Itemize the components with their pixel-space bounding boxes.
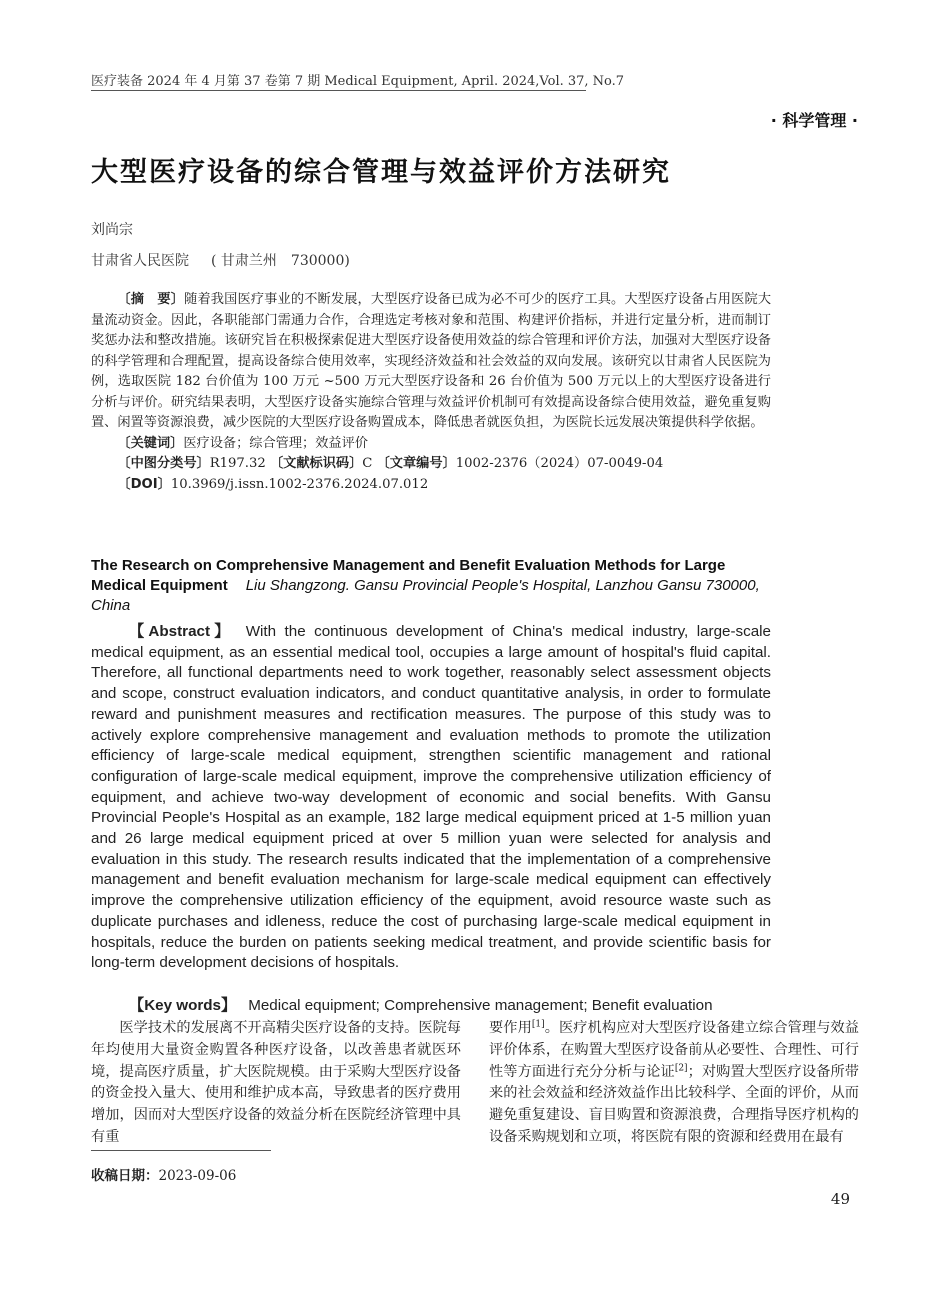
- abstract-cn-label: 〔摘 要〕: [117, 292, 185, 307]
- doc-code-value: C: [362, 456, 373, 471]
- doc-code-label: 〔文献标识码〕: [269, 456, 363, 471]
- affiliation-name-cn: 甘肃省人民医院: [91, 253, 189, 269]
- article-title-cn: 大型医疗设备的综合管理与效益评价方法研究: [91, 157, 671, 188]
- doi-line: [91, 475, 771, 496]
- abstract-en-text: With the continuous development of China's medical industry, large-scale medical equipment, as an essential medical tool, occupies a large amount of hospital's fluid capital. Therefore, all functional departments need to work together, reasonably select assessment objects and scope, construct evaluation indicators, and conduct quantitative analysis, in order to formulate reward and punishment measures and rectification measures. The purpose of this study was to actively explore comprehensive management and evaluation methods to promote the utilization efficiency of large-scale medical equipment, strengthen scientific management and rational configuration of large-scale medical equipment, improve the comprehensive utilization efficiency of equipment, and achieve two-way development of economic and social benefits. With Gansu Provincial People's Hospital as an example, 182 large medical equipment priced at 1-5 million yuan and 26 large medical equipment priced at over 5 million yuan were selected for analysis and evaluation in this study. The research results indicated that the implementation of a comprehensive management and benefit evaluation mechanism for large-scale medical equipment can effectively improve the comprehensive utilization efficiency of the equipment, avoid resource waste such as duplicate purchases and idleness, reduce the cost of purchasing large-scale medical equipment in hospitals, reduce the burden on patients seeking medical treatment, and provide scientific basis for long-term development decisions of hospitals.: [91, 623, 771, 972]
- abstract-cn-text: 随着我国医疗事业的不断发展，大型医疗设备已成为必不可少的医疗工具。大型医疗设备占用医院大量流动资金。因此，各职能部门需通力合作，合理选定考核对象和范围、构建评价指标，并进行定量分析，进而制订奖惩办法和整改措施。该研究旨在积极探索促进大型医疗设备使用效益的综合管理和评价方法，加强对大型医疗设备的科学管理和合理配置，提高设备综合使用效率，实现经济效益和社会效益的双向发展。该研究以甘肃省人民医院为例，选取医院 182 台价值为 100 万元 ~500 万元大型医疗设备和 26 台价值为 500 万元以上的大型医疗设备进行分析与评价。研究结果表明，大型医疗设备实施综合管理与效益评价机制可有效提高设备综合使用效益，避免重复购置、闲置等资源浪费，减少医院的大型医疗设备购置成本，降低患者就医负担，为医院长远发展决策提供科学依据。: [91, 292, 772, 430]
- author-cn: 刘尚宗: [91, 222, 133, 238]
- body-left-column: [91, 1018, 461, 1149]
- affiliation-location-cn: ( 甘肃兰州 730000): [211, 253, 350, 269]
- article-id-value: 1002-2376（2024）07-0049-04: [455, 456, 664, 471]
- footnote-divider: [91, 1150, 271, 1151]
- journal-header: 医疗装备 2024 年 4 月第 37 卷第 7 期 Medical Equipment, April. 2024,Vol. 37, No.7: [91, 74, 625, 89]
- author-en: Liu Shangzong.: [245, 577, 350, 594]
- english-title-block: [91, 556, 771, 616]
- body-right-text-a: 要作用: [489, 1020, 532, 1036]
- affiliation-en: Gansu Provincial People's Hospital, Lanzhou Gansu 730000, China: [91, 577, 760, 614]
- classification-line: [91, 454, 771, 475]
- page-number: 49: [830, 1190, 850, 1208]
- clc-value: R197.32: [209, 456, 266, 471]
- article-title-en: The Research on Comprehensive Management and Benefit Evaluation Methods for Large Medical Equipment: [91, 557, 726, 594]
- abstract-en-label: 【Abstract】: [129, 623, 234, 640]
- doi-value: 10.3969/j.issn.1002-2376.2024.07.012: [170, 476, 429, 492]
- body-right-paragraph: [489, 1018, 859, 1149]
- section-label: · 科学管理 ·: [770, 111, 858, 130]
- body-right-column: [489, 1018, 859, 1149]
- received-date: 2023-09-06: [158, 1168, 237, 1184]
- body-right-text-c: ；对购置大型医疗设备所带来的社会效益和经济效益作出比较科学、全面的评价，从而避免重复建设、盲目购置和资源浪费，合理指导医疗机构的设备采购规划和立项，将医院有限的资源和经费用在最有: [489, 1063, 859, 1145]
- header-divider: [91, 90, 586, 91]
- keywords-cn-value: 医疗设备；综合管理；效益评价: [183, 435, 368, 451]
- clc-label: 〔中图分类号〕: [117, 456, 210, 471]
- body-left-paragraph: 医学技术的发展离不开高精尖医疗设备的支持。医院每年均使用大量资金购置各种医疗设备，以改善患者就医环境，提高医疗质量，扩大医院规模。由于采购大型医疗设备的资金投入量大、使用和维护成本高，导致患者的医疗费用增加，因而对大型医疗设备的效益分析在医院经济管理中具有重: [91, 1020, 461, 1145]
- affiliation-cn: [91, 250, 350, 270]
- received-date-note: [91, 1164, 236, 1184]
- citation-1: [1]: [531, 1019, 545, 1030]
- keywords-cn-label: 〔关键词〕: [117, 435, 184, 451]
- abstract-cn: [91, 290, 771, 495]
- doi-label: 〔DOI〕: [117, 476, 171, 492]
- abstract-cn-body: [91, 290, 771, 434]
- keywords-cn: [91, 434, 771, 455]
- article-id-label: 〔文章编号〕: [376, 456, 456, 471]
- received-label: 收稿日期：: [91, 1168, 159, 1184]
- abstract-en: [91, 622, 771, 974]
- body-right-text-b: 。医疗机构应对大型医疗设备建立综合管理与效益评价体系，在购置大型医疗设备前从必要性、合理性、可行性等方面进行充分分析与论证: [489, 1020, 859, 1080]
- keywords-en: [91, 994, 713, 1015]
- citation-2: [2]: [674, 1062, 688, 1073]
- keywords-en-label: 【Key words】: [129, 997, 237, 1014]
- keywords-en-value: Medical equipment; Comprehensive management; Benefit evaluation: [248, 997, 713, 1014]
